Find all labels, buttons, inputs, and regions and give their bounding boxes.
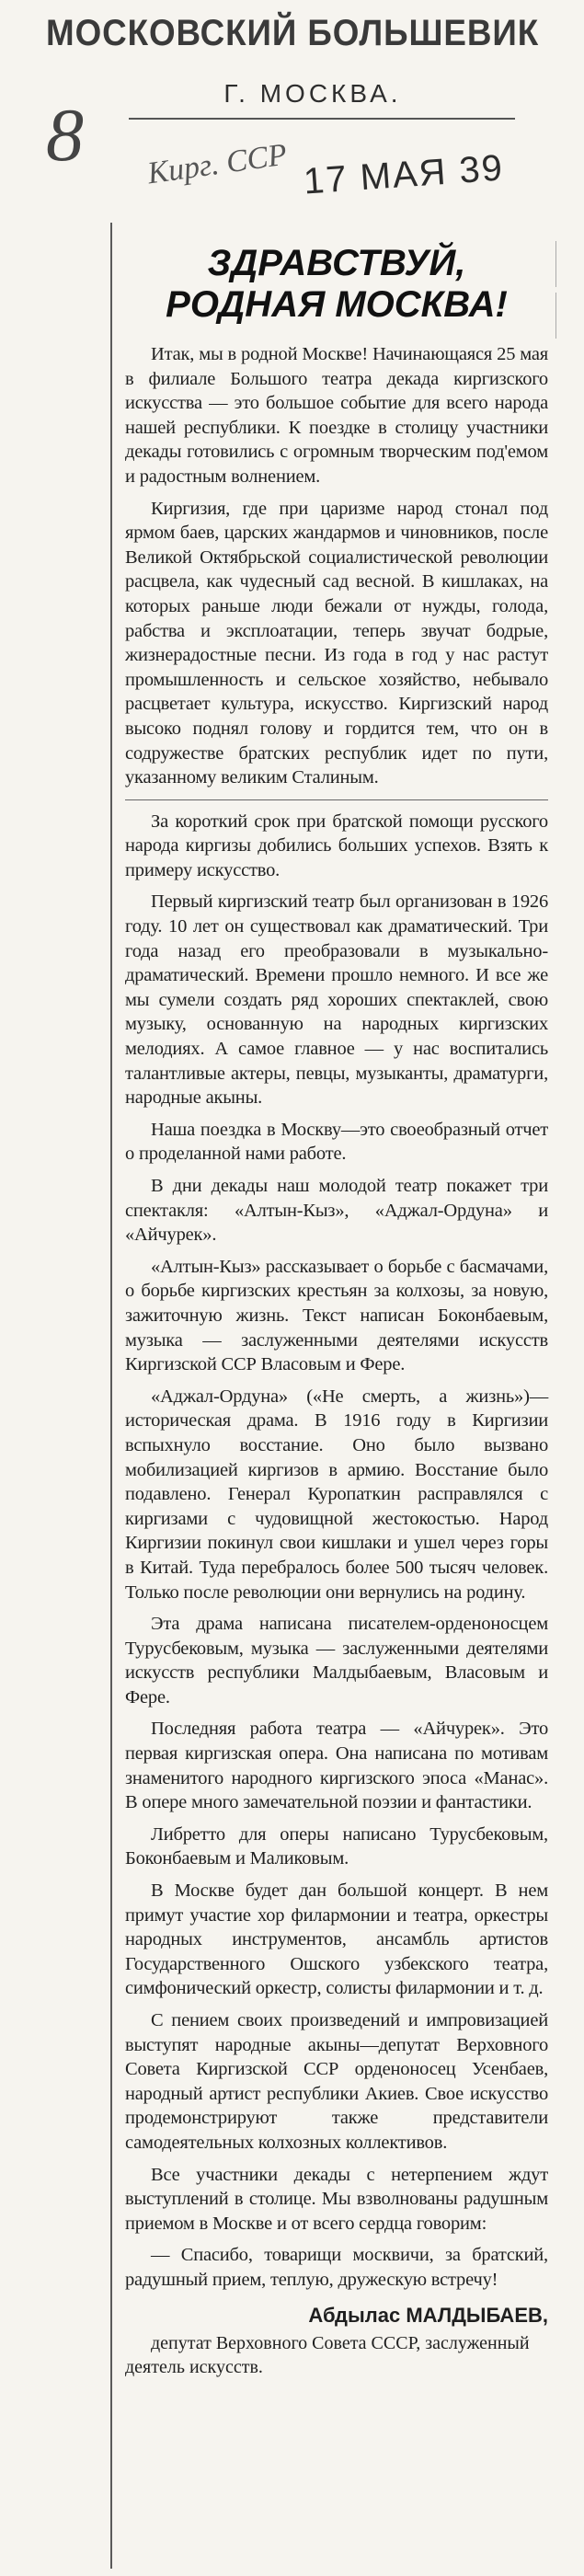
masthead: [28, 0, 579, 202]
paragraph: С пением своих произведений и импровизацией выступят народные акыны—депутат Верховного Совета Киргизской ССР орденоносец Усенбаев, народный артист республики Акиев. Свое искусство продемонстрируют также представители самодеятельных колхозных коллективов.: [125, 2010, 548, 2153]
author-name: Абдылас МАЛДЫБАЕВ,: [308, 2303, 548, 2327]
paragraph: — Спасибо, товарищи москвичи, за братский, радушный прием, теплую, дружескую встречу!: [125, 2245, 548, 2290]
paragraph: За короткий срок при братской помощи русского народа киргизы добились больших успехов. Взять к примеру искусство.: [125, 811, 548, 880]
article-headline: [125, 243, 548, 326]
handwritten-note: Кирг. ССР: [145, 137, 290, 191]
date-stamp: 17 МАЯ 39: [302, 147, 506, 202]
paragraph: «Алтын-Кыз» рассказывает о борьбе с басмачами, о борьбе киргизских крестьян за колхозы, за новую, зажиточную жизнь. Текст написан Боконбаевым, музыка — заслуженными деятелями искусств Киргизской ССР Власовым и Фере.: [125, 1256, 548, 1375]
newspaper-title: МОСКОВСКИЙ БОЛЬШЕВИК: [46, 13, 540, 53]
handwritten-number: 8: [46, 93, 84, 177]
paragraph: Первый киргизский театр был организован в 1926 году. 10 лет он существовал как драматический. Три года назад его преобразовали в музыкально-драматический. Времени прошло немного. И все же мы сумели создать ряд хороших спектаклей, свою музыку, основанную на народных киргизских мелодиях. А самое главное — у нас воспитались талантливые актеры, певцы, музыканты, драматурги, народные акыны.: [125, 891, 548, 1109]
adjacent-clipping-edge: [555, 241, 584, 287]
paragraph: Последняя работа театра — «Айчурек». Это первая киргизская опера. Она написана по мотивам знаменитого народного киргизского эпоса «Манас». В опере много замечательной поэзии и фантастики.: [125, 1719, 548, 1813]
paragraph: Итак, мы в родной Москве! Начинающаяся 25 мая в филиале Большого театра декада киргизского искусства — это большое событие для всего народа нашей республики. К поездке в столицу участники декады готовились с огромным творческим под'емом и радостным волнением.: [125, 344, 548, 487]
headline-line: РОДНАЯ МОСКВА!: [166, 284, 508, 325]
newspaper-city: Г. МОСКВА.: [223, 79, 402, 108]
paragraph: Наша поездка в Москву—это своеобразный отчет о проделанной нами работе.: [125, 1119, 548, 1165]
masthead-rule: [129, 118, 515, 120]
article: [110, 223, 548, 2569]
paragraph: Эта драма написана писателем-орденоносцем Турусбековым, музыка — заслуженными деятелями искусств республики Малдыбаевым, Власовым и Фере.: [125, 1614, 548, 1708]
paragraph: «Аджал-Ордуна» («Не смерть, а жизнь»)—историческая драма. В 1916 году в Киргизии вспыхнуло восстание. Оно было вызвано мобилизацией киргизов в армию. Восстание было подавлено. Генерал Куропаткин расправлялся с киргизами с чудовищной жестокостью. Народ Киргизии покинул свои кишлаки и ушел через горы в Китай. Туда перебралось более 500 тысяч человек. Только после революции они вернулись на родину.: [125, 1386, 548, 1603]
author-title: депутат Верховного Совета СССР, заслуженный деятель искусств.: [125, 2332, 530, 2377]
section-separator: [125, 799, 548, 800]
paragraph: В дни декады наш молодой театр покажет три спектакля: «Алтын-Кыз», «Аджал-Ордуна» и «Айчурек».: [125, 1176, 548, 1246]
paragraph: Киргизия, где при царизме народ стонал под ярмом баев, царских жандармов и чиновников, после Великой Октябрьской социалистической революции расцвела, как чудесный сад весной. В кишлаках, на которых раньше люди бежали от нужды, голода, рабства и эксплоатации, теперь звучат бодрые, жизнерадостные песни. Из года в год у нас растут промышленность и сельское хозяйство, небывало расцветает культура, искусство. Киргизский народ высоко поднял голову и гордится тем, что он в содружестве братских республик идет по пути, указанному великим Сталиным.: [125, 498, 548, 788]
adjacent-clipping-edge: [555, 293, 584, 339]
signature-block: [125, 2304, 548, 2379]
paragraph: Либретто для оперы написано Турусбековым, Боконбаевым и Маликовым.: [125, 1823, 548, 1869]
paragraph: В Москве будет дан большой концерт. В нем примут участие хор филармонии и театра, оркестры народных инструментов, ансамбль артистов Государственного Ошского узбекского театра, симфонический оркестр, солисты филармонии и т. д.: [125, 1880, 548, 1999]
headline-line: ЗДРАВСТВУЙ,: [207, 243, 466, 283]
paragraph: Все участники декады с нетерпением ждут выступлений в столице. Мы взволнованы радушным приемом в Москве и от всего сердца говорим:: [125, 2164, 548, 2234]
